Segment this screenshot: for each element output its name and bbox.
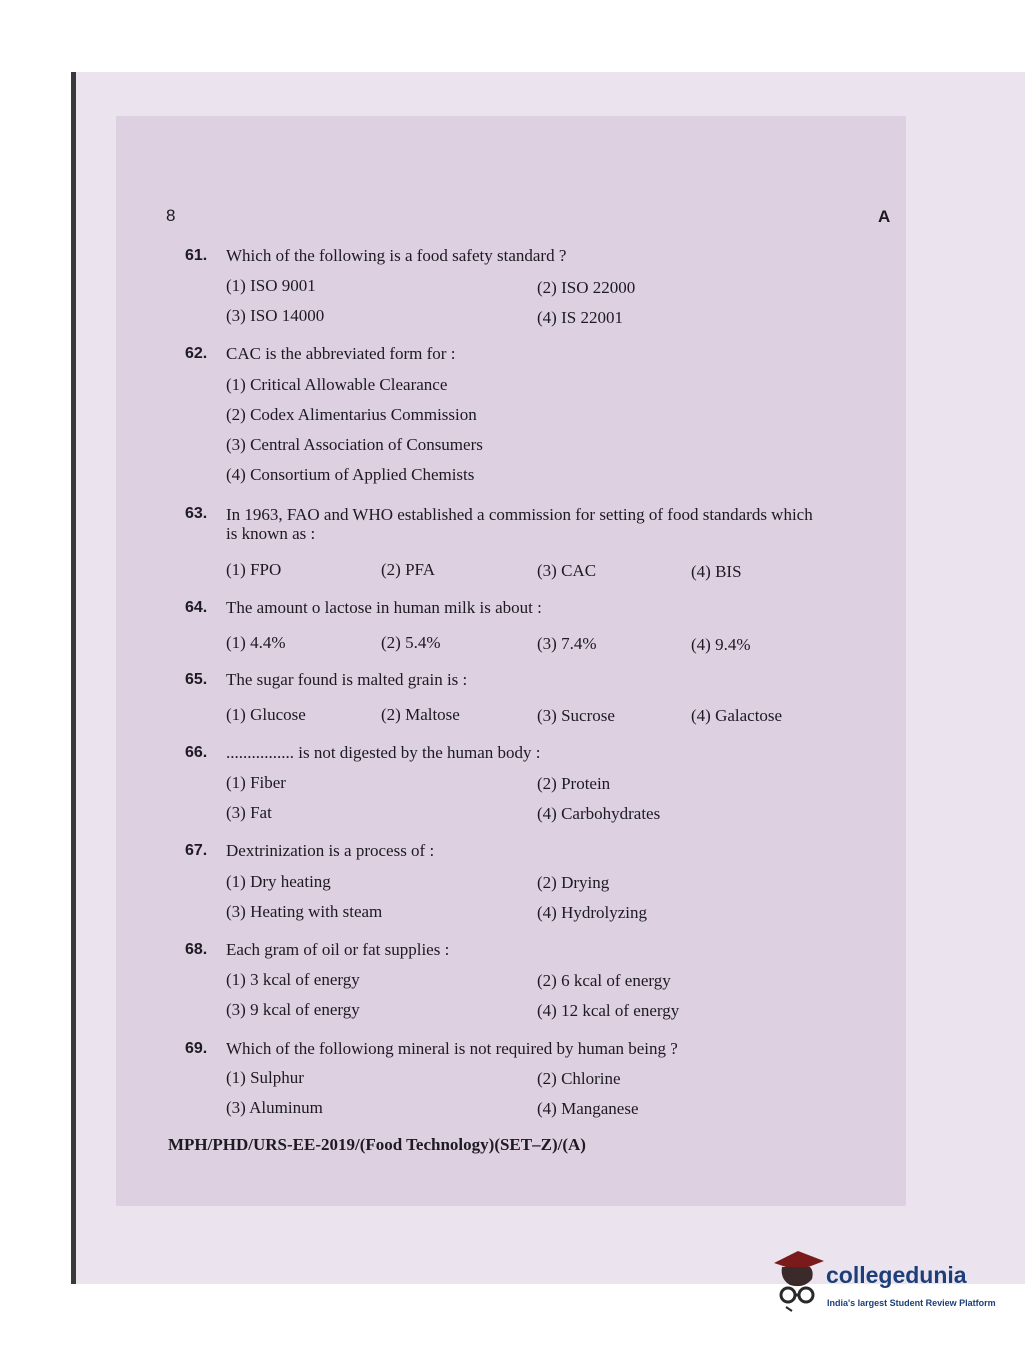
- option[interactable]: (1) ISO 9001: [226, 276, 316, 295]
- option[interactable]: (1) Dry heating: [226, 872, 331, 891]
- option[interactable]: (2) ISO 22000: [537, 278, 636, 297]
- option[interactable]: (3) Fat: [226, 803, 272, 822]
- question-text: The amount o lactose in human milk is about :: [226, 598, 542, 617]
- option[interactable]: (2) PFA: [381, 560, 435, 579]
- option[interactable]: (4) BIS: [691, 562, 742, 581]
- question-text-continued: is known as :: [226, 524, 316, 543]
- option[interactable]: (3) ISO 14000: [226, 306, 325, 325]
- option[interactable]: (3) Aluminum: [226, 1098, 323, 1117]
- option[interactable]: (4) Hydrolyzing: [537, 903, 648, 922]
- option[interactable]: (1) Glucose: [226, 705, 306, 724]
- option[interactable]: (3) Central Association of Consumers: [226, 435, 483, 454]
- question-text: Dextrinization is a process of :: [226, 841, 435, 860]
- question-number: 64.: [185, 599, 208, 616]
- question-text: Which of the following is a food safety standard ?: [226, 246, 567, 265]
- question-text: Which of the followiong mineral is not required by human being ?: [226, 1039, 678, 1058]
- option[interactable]: (2) Maltose: [381, 705, 460, 724]
- option[interactable]: (4) Carbohydrates: [537, 804, 661, 823]
- question-number: 67.: [185, 842, 208, 859]
- brand-name: collegedunia: [826, 1262, 967, 1288]
- option[interactable]: (1) 3 kcal of energy: [226, 970, 360, 989]
- option[interactable]: (1) Fiber: [226, 773, 286, 792]
- option[interactable]: (2) Drying: [537, 873, 610, 892]
- option[interactable]: (3) Heating with steam: [226, 902, 383, 921]
- page-number: 8: [166, 206, 176, 225]
- question-text: CAC is the abbreviated form for :: [226, 344, 456, 363]
- question-number: 65.: [185, 671, 208, 688]
- option[interactable]: (3) 7.4%: [537, 634, 597, 653]
- option[interactable]: (4) Galactose: [691, 706, 783, 725]
- option[interactable]: (4) Manganese: [537, 1099, 639, 1118]
- option[interactable]: (2) 6 kcal of energy: [537, 971, 671, 990]
- question-text: ................ is not digested by the human body :: [226, 743, 541, 762]
- option[interactable]: (2) Chlorine: [537, 1069, 621, 1088]
- question-text: The sugar found is malted grain is :: [226, 670, 468, 689]
- option[interactable]: (3) CAC: [537, 561, 597, 580]
- brand-tagline: India's largest Student Review Platform: [827, 1298, 996, 1308]
- option[interactable]: (3) 9 kcal of energy: [226, 1000, 360, 1019]
- question-number: 69.: [185, 1040, 208, 1057]
- option[interactable]: (1) Sulphur: [226, 1068, 304, 1087]
- option[interactable]: (4) IS 22001: [537, 308, 623, 327]
- question-number: 63.: [185, 505, 208, 522]
- option[interactable]: (1) Critical Allowable Clearance: [226, 375, 448, 394]
- paper-code-footer: MPH/PHD/URS-EE-2019/(Food Technology)(SET–Z)/(A): [168, 1135, 586, 1154]
- question-number: 61.: [185, 247, 208, 264]
- option[interactable]: (2) Codex Alimentarius Commission: [226, 405, 477, 424]
- option[interactable]: (1) FPO: [226, 560, 282, 579]
- question-number: 68.: [185, 941, 208, 958]
- question-text: In 1963, FAO and WHO established a commission for setting of food standards which: [226, 505, 813, 524]
- option[interactable]: (2) Protein: [537, 774, 611, 793]
- option[interactable]: (4) Consortium of Applied Chemists: [226, 465, 475, 484]
- option[interactable]: (1) 4.4%: [226, 633, 286, 652]
- question-text: Each gram of oil or fat supplies :: [226, 940, 450, 959]
- question-number: 62.: [185, 345, 208, 362]
- option[interactable]: (4) 12 kcal of energy: [537, 1001, 680, 1020]
- option[interactable]: (4) 9.4%: [691, 635, 751, 654]
- option[interactable]: (3) Sucrose: [537, 706, 615, 725]
- set-letter: A: [878, 207, 891, 226]
- question-number: 66.: [185, 744, 208, 761]
- option[interactable]: (2) 5.4%: [381, 633, 441, 652]
